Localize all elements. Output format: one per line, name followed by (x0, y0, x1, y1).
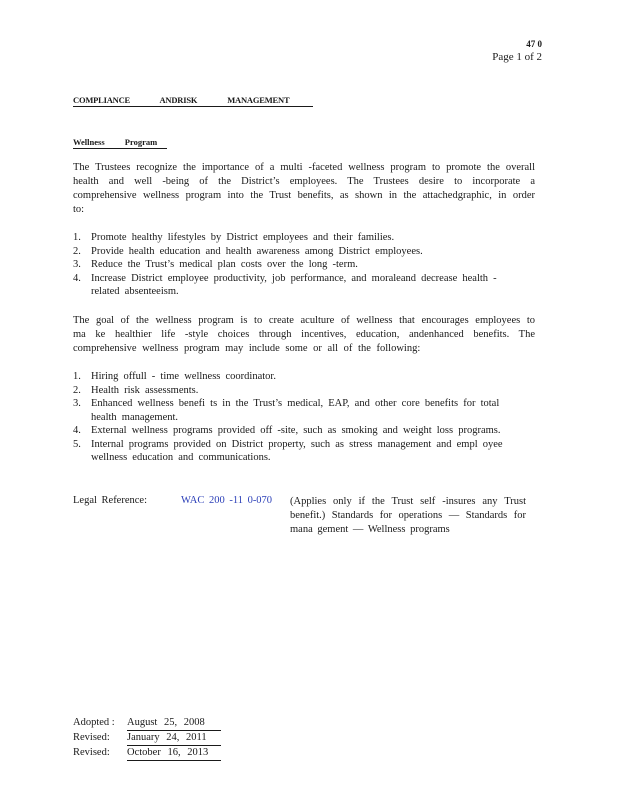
list-item (73, 258, 529, 272)
history-row (73, 746, 221, 761)
list-text: Provide health education and health awareness among District employees. (91, 245, 423, 257)
legal-reference-link[interactable]: WAC 200 -11 0-070 (181, 495, 273, 506)
list-item (73, 245, 529, 259)
list-item (73, 370, 529, 384)
list-number: 3. (73, 398, 81, 409)
list-item (73, 397, 529, 424)
list-number: 2. (73, 245, 81, 257)
adoption-history (73, 716, 221, 761)
legal-reference-label: Legal Reference: (73, 495, 147, 506)
list-text: Promote healthy lifestyles by District employees and their families. (91, 232, 395, 243)
list-item (73, 438, 529, 465)
goals-list (73, 231, 529, 299)
list-number: 5. (73, 438, 81, 450)
components-list (73, 370, 529, 465)
list-number: 4. (73, 425, 81, 436)
history-row (73, 731, 221, 746)
list-item (73, 231, 529, 245)
goal-paragraph: The goal of the wellness program is to create aculture of wellness that encourages employees to ma ke healthier life -style choices through incentives, education, andenhanced benefits. The comprehensive wellness program may include some or all of the following: (73, 315, 535, 354)
history-date: January 24, 2011 (127, 731, 221, 746)
section-title: COMPLIANCE ANDRISK MANAGEMENT (73, 95, 313, 107)
legal-reference-description: (Applies only if the Trust self -insures any Trust benefit.) Standards for operations — Standards for mana gement — Wellness programs (290, 496, 526, 535)
list-text: Hiring offull - time wellness coordinator. (91, 371, 276, 382)
policy-title: Wellness Program (73, 137, 167, 149)
list-text: Internal programs provided on District property, such as stress management and empl oyee wellness education and communications. (91, 438, 503, 463)
list-number: 2. (73, 384, 81, 396)
list-number: 1. (73, 371, 81, 382)
list-text: Health risk assessments. (91, 384, 199, 396)
list-number: 3. (73, 259, 81, 270)
history-label: Revised: (73, 747, 110, 758)
history-date: August 25, 2008 (127, 716, 221, 731)
list-text: Reduce the Trust’s medical plan costs over the long -term. (91, 259, 358, 270)
page-indicator: Page 1 of 2 (492, 51, 542, 63)
list-number: 4. (73, 272, 81, 284)
list-text: Enhanced wellness benefi ts in the Trust’s medical, EAP, and other core benefits for total health management. (91, 398, 500, 423)
history-label: Adopted : (73, 717, 115, 728)
history-label: Revised: (73, 732, 110, 743)
list-text: Increase District employee productivity, job performance, and moraleand decrease health - related absenteeism. (91, 272, 497, 297)
list-item (73, 272, 529, 299)
policy-number: 47 0 (526, 39, 542, 49)
list-text: External wellness programs provided off -site, such as smoking and weight loss programs. (91, 425, 501, 436)
history-row (73, 716, 221, 731)
history-date: October 16, 2013 (127, 746, 221, 761)
list-item (73, 384, 529, 398)
list-number: 1. (73, 232, 81, 243)
intro-paragraph: The Trustees recognize the importance of a multi -faceted wellness program to promote the overall health and well -being of the District’s employees. The Trustees desire to incorporate a comprehensive wellness program into the Trust benefits, as shown in the attachedgraphic, in order to: (73, 162, 535, 215)
list-item (73, 424, 529, 438)
